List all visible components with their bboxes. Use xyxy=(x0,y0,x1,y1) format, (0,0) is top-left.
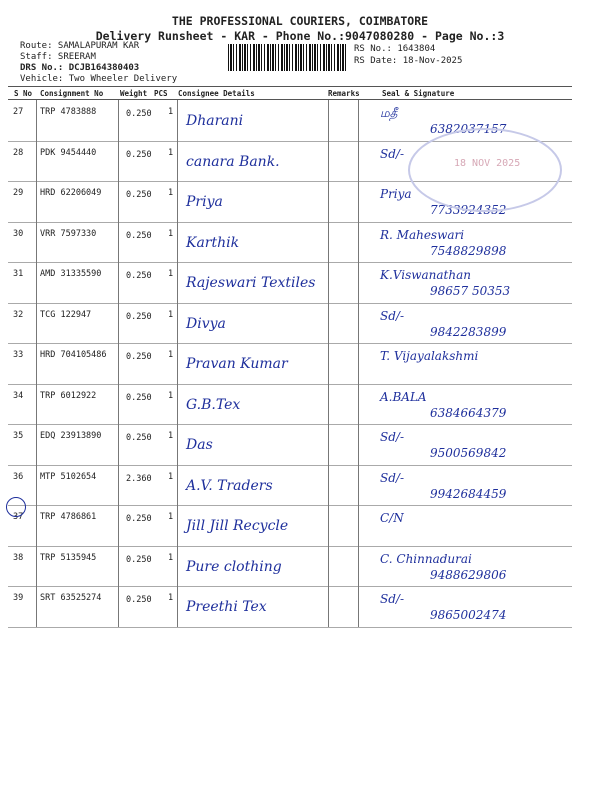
weight-cell: 0.250 xyxy=(126,595,152,605)
consignee-handwriting: Rajeswari Textiles xyxy=(186,275,316,291)
rs-date: RS Date: 18-Nov-2025 xyxy=(354,56,463,66)
sno-cell: 29 xyxy=(13,188,24,198)
consignee-handwriting: Pravan Kumar xyxy=(186,356,288,372)
row-rule xyxy=(8,222,572,223)
signature-handwriting: Sd/- xyxy=(380,146,404,161)
consignment-cell: TCG 122947 xyxy=(40,309,92,320)
col-consignee: Consignee Details xyxy=(178,89,255,98)
signature-handwriting: C. Chinnadurai xyxy=(380,551,472,566)
pcs-cell: 1 xyxy=(168,593,174,603)
signature-handwriting: Sd/- xyxy=(380,430,404,444)
consignment-cell: TRP 4786861 xyxy=(40,512,97,522)
row-rule xyxy=(8,262,572,263)
column-rule xyxy=(118,100,119,627)
phone-handwriting: 7548829898 xyxy=(430,243,507,258)
row-rule xyxy=(8,505,572,506)
stamp-date: 18 NOV 2025 xyxy=(454,158,521,169)
pcs-cell: 1 xyxy=(168,269,174,279)
weight-cell: 0.250 xyxy=(126,392,152,403)
phone-handwriting: 9500569842 xyxy=(430,446,507,460)
drs-label: DRS No.: DCJB164380403 xyxy=(20,63,140,73)
row-rule xyxy=(8,384,572,385)
pcs-cell: 1 xyxy=(168,552,174,563)
column-rule xyxy=(36,100,37,627)
phone-handwriting: 9488629806 xyxy=(430,567,507,582)
barcode xyxy=(228,44,348,71)
weight-cell: 0.250 xyxy=(126,230,152,241)
row-rule xyxy=(8,303,572,304)
sno-cell: 34 xyxy=(13,390,24,401)
consignment-cell: MTP 5102654 xyxy=(40,471,97,482)
consignment-cell: TRP 5135945 xyxy=(40,552,97,563)
consignee-handwriting: canara Bank. xyxy=(186,153,280,170)
consignment-cell: TRP 4783888 xyxy=(40,107,97,117)
rs-number: RS No.: 1643804 xyxy=(354,44,436,54)
consignee-handwriting: Dharani xyxy=(186,113,244,129)
sno-cell: 39 xyxy=(13,593,24,603)
col-sno: S No xyxy=(14,89,33,98)
consignment-cell: EDQ 23913890 xyxy=(40,431,102,441)
row-rule xyxy=(8,465,572,466)
sno-cell: 27 xyxy=(13,107,24,117)
staff-label: Staff: SREERAM xyxy=(20,52,96,62)
pcs-cell: 1 xyxy=(168,228,174,239)
runsheet-subtitle: Delivery Runsheet - KAR - Phone No.:9047080280 - Page No.:3 xyxy=(95,29,505,43)
consignment-cell: VRR 7597330 xyxy=(40,228,97,239)
weight-cell: 0.250 xyxy=(126,352,152,362)
col-seal: Seal & Signature xyxy=(382,89,455,98)
signature-handwriting: K.Viswanathan xyxy=(380,268,471,282)
consignment-cell: SRT 63525274 xyxy=(40,593,102,603)
sno-cell: 30 xyxy=(13,228,24,239)
sno-cell: 35 xyxy=(13,431,24,441)
signature-handwriting: Sd/- xyxy=(380,308,404,323)
weight-cell: 0.250 xyxy=(126,311,152,322)
pcs-cell: 1 xyxy=(168,431,174,441)
sno-cell: 33 xyxy=(13,350,24,360)
weight-cell: 0.250 xyxy=(126,514,152,524)
consignee-handwriting: G.B.Tex xyxy=(186,396,241,413)
header-rule xyxy=(8,99,572,100)
weight-cell: 0.250 xyxy=(126,109,152,119)
sno-cell: 32 xyxy=(13,309,24,320)
column-rule xyxy=(328,100,329,627)
weight-cell: 0.250 xyxy=(126,433,152,443)
row-37-circle-mark xyxy=(6,497,26,517)
consignee-handwriting: Pure clothing xyxy=(186,558,282,575)
phone-handwriting: 9865002474 xyxy=(430,608,507,622)
column-rule xyxy=(358,100,359,627)
route-label: Route: SAMALAPURAM KAR xyxy=(20,41,140,51)
signature-handwriting: மதீ xyxy=(380,106,398,120)
consignment-cell: HRD 704105486 xyxy=(40,350,107,360)
row-rule xyxy=(8,586,572,587)
consignee-handwriting: Divya xyxy=(186,315,226,332)
sno-cell: 38 xyxy=(13,552,24,563)
consignment-cell: PDK 9454440 xyxy=(40,147,97,158)
signature-handwriting: A.BALA xyxy=(380,389,427,404)
phone-handwriting: 98657 50353 xyxy=(430,284,511,298)
phone-handwriting: 9942684459 xyxy=(430,486,507,501)
consignee-handwriting: Priya xyxy=(186,194,223,210)
phone-handwriting: 6384664379 xyxy=(430,405,507,420)
col-remarks: Remarks xyxy=(328,89,360,98)
weight-cell: 2.360 xyxy=(126,473,152,484)
pcs-cell: 1 xyxy=(168,107,174,117)
signature-handwriting: T. Vijayalakshmi xyxy=(380,349,479,363)
pcs-cell: 1 xyxy=(168,350,174,360)
consignment-cell: TRP 6012922 xyxy=(40,390,97,401)
consignee-handwriting: Preethi Tex xyxy=(186,599,267,615)
signature-handwriting: R. Maheswari xyxy=(380,227,465,242)
vehicle-label: Vehicle: Two Wheeler Delivery xyxy=(20,74,178,84)
weight-cell: 0.250 xyxy=(126,149,152,160)
pcs-cell: 1 xyxy=(168,188,174,198)
pcs-cell: 1 xyxy=(168,512,174,522)
table-top-rule xyxy=(8,86,572,87)
column-rule xyxy=(177,100,178,627)
consignee-handwriting: A.V. Traders xyxy=(186,477,273,494)
delivery-stamp xyxy=(408,128,562,212)
row-rule xyxy=(8,424,572,425)
pcs-cell: 1 xyxy=(168,390,174,401)
consignee-handwriting: Das xyxy=(186,437,213,453)
col-consignment: Consignment No xyxy=(40,89,104,98)
row-rule xyxy=(8,627,572,628)
row-rule xyxy=(8,343,572,344)
phone-handwriting: 9842283899 xyxy=(430,324,507,339)
consignment-cell: AMD 31335590 xyxy=(40,269,102,279)
sno-cell: 37 xyxy=(13,512,24,522)
col-pcs: PCS xyxy=(154,89,168,98)
weight-cell: 0.250 xyxy=(126,554,152,565)
pcs-cell: 1 xyxy=(168,471,174,482)
signature-handwriting: Sd/- xyxy=(380,470,404,485)
sno-cell: 28 xyxy=(13,147,24,158)
consignment-cell: HRD 62206049 xyxy=(40,188,102,198)
sno-cell: 36 xyxy=(13,471,24,482)
pcs-cell: 1 xyxy=(168,309,174,320)
sno-cell: 31 xyxy=(13,269,24,279)
weight-cell: 0.250 xyxy=(126,190,152,200)
signature-handwriting: Priya xyxy=(380,187,412,201)
col-weight: Weight xyxy=(120,89,148,98)
pcs-cell: 1 xyxy=(168,147,174,158)
phone-handwriting: 7733924352 xyxy=(430,203,507,217)
consignee-handwriting: Karthik xyxy=(186,234,240,251)
phone-handwriting: 6382037157 xyxy=(430,122,507,136)
company-title: THE PROFESSIONAL COURIERS, COIMBATORE xyxy=(171,14,429,28)
row-rule xyxy=(8,546,572,547)
signature-handwriting: C/N xyxy=(380,511,404,525)
signature-handwriting: Sd/- xyxy=(380,592,404,606)
consignee-handwriting: Jill Jill Recycle xyxy=(186,518,289,534)
weight-cell: 0.250 xyxy=(126,271,152,281)
